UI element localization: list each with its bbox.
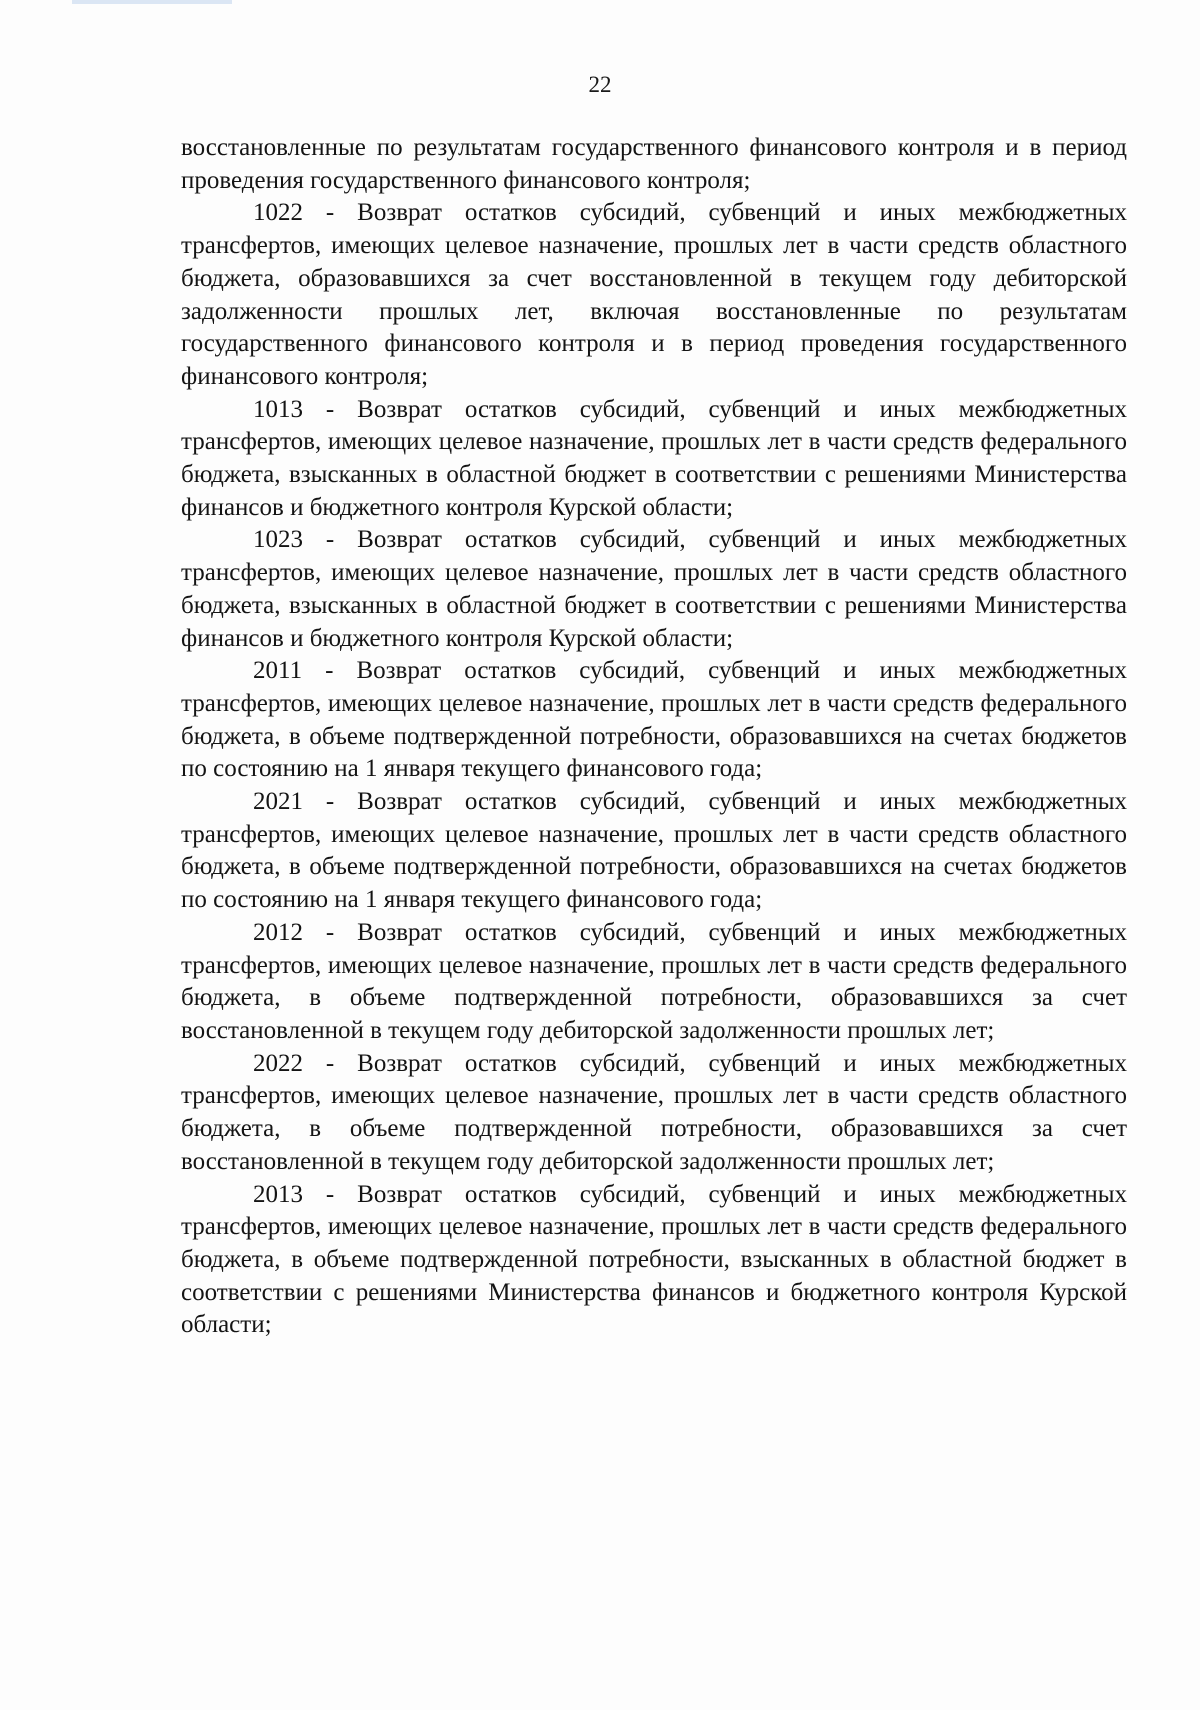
paragraph-code-2011: 2011 - Возврат остатков субсидий, субвенций и иных межбюджетных трансфертов, имеющих целевое назначение, прошлых лет в части средств федерального бюджета, в объеме подтвержденной потребности, образовавшихся на счетах бюджетов по состоянию на 1 января текущего финансового года;: [181, 657, 1127, 783]
paragraph-code-2012: 2012 - Возврат остатков субсидий, субвенций и иных межбюджетных трансфертов, имеющих целевое назначение, прошлых лет в части средств федерального бюджета, в объеме подтвержденной потребности, образовавшихся за счет восстановленной в текущем году дебиторской задолженности прошлых лет;: [181, 918, 1127, 1044]
paragraph-code-2021: 2021 - Возврат остатков субсидий, субвенций и иных межбюджетных трансфертов, имеющих целевое назначение, прошлых лет в части средств областного бюджета, в объеме подтвержденной потребности, образовавшихся на счетах бюджетов по состоянию на 1 января текущего финансового года;: [181, 788, 1127, 914]
paragraph-code-1023: 1023 - Возврат остатков субсидий, субвенций и иных межбюджетных трансфертов, имеющих целевое назначение, прошлых лет в части средств областного бюджета, взысканных в областной бюджет в соответствии с решениями Министерства финансов и бюджетного контроля Курской области;: [181, 526, 1127, 652]
page-number: 22: [588, 72, 612, 97]
paragraph-continuation: восстановленные по результатам государственного финансового контроля и в период проведения государственного финансового контроля;: [181, 134, 1127, 194]
paragraph-code-1022: 1022 - Возврат остатков субсидий, субвенций и иных межбюджетных трансфертов, имеющих целевое назначение, прошлых лет в части средств областного бюджета, образовавшихся за счет восстановленной в текущем году дебиторской задолженности прошлых лет, включая восстановленные по результатам государственного финансового контроля и в период проведения государственного финансового контроля;: [181, 199, 1127, 390]
paragraph-code-2013: 2013 - Возврат остатков субсидий, субвенций и иных межбюджетных трансфертов, имеющих целевое назначение, прошлых лет в части средств федерального бюджета, в объеме подтвержденной потребности, взысканных в областной бюджет в соответствии с решениями Министерства финансов и бюджетного контроля Курской области;: [181, 1180, 1127, 1339]
document-body: [181, 132, 1127, 1342]
scan-edge-mark: [72, 0, 232, 4]
paragraph-code-2022: 2022 - Возврат остатков субсидий, субвенций и иных межбюджетных трансфертов, имеющих целевое назначение, прошлых лет в части средств областного бюджета, в объеме подтвержденной потребности, образовавшихся за счет восстановленной в текущем году дебиторской задолженности прошлых лет;: [181, 1049, 1127, 1175]
paragraph-code-1013: 1013 - Возврат остатков субсидий, субвенций и иных межбюджетных трансфертов, имеющих целевое назначение, прошлых лет в части средств федерального бюджета, взысканных в областной бюджет в соответствии с решениями Министерства финансов и бюджетного контроля Курской области;: [181, 395, 1127, 521]
